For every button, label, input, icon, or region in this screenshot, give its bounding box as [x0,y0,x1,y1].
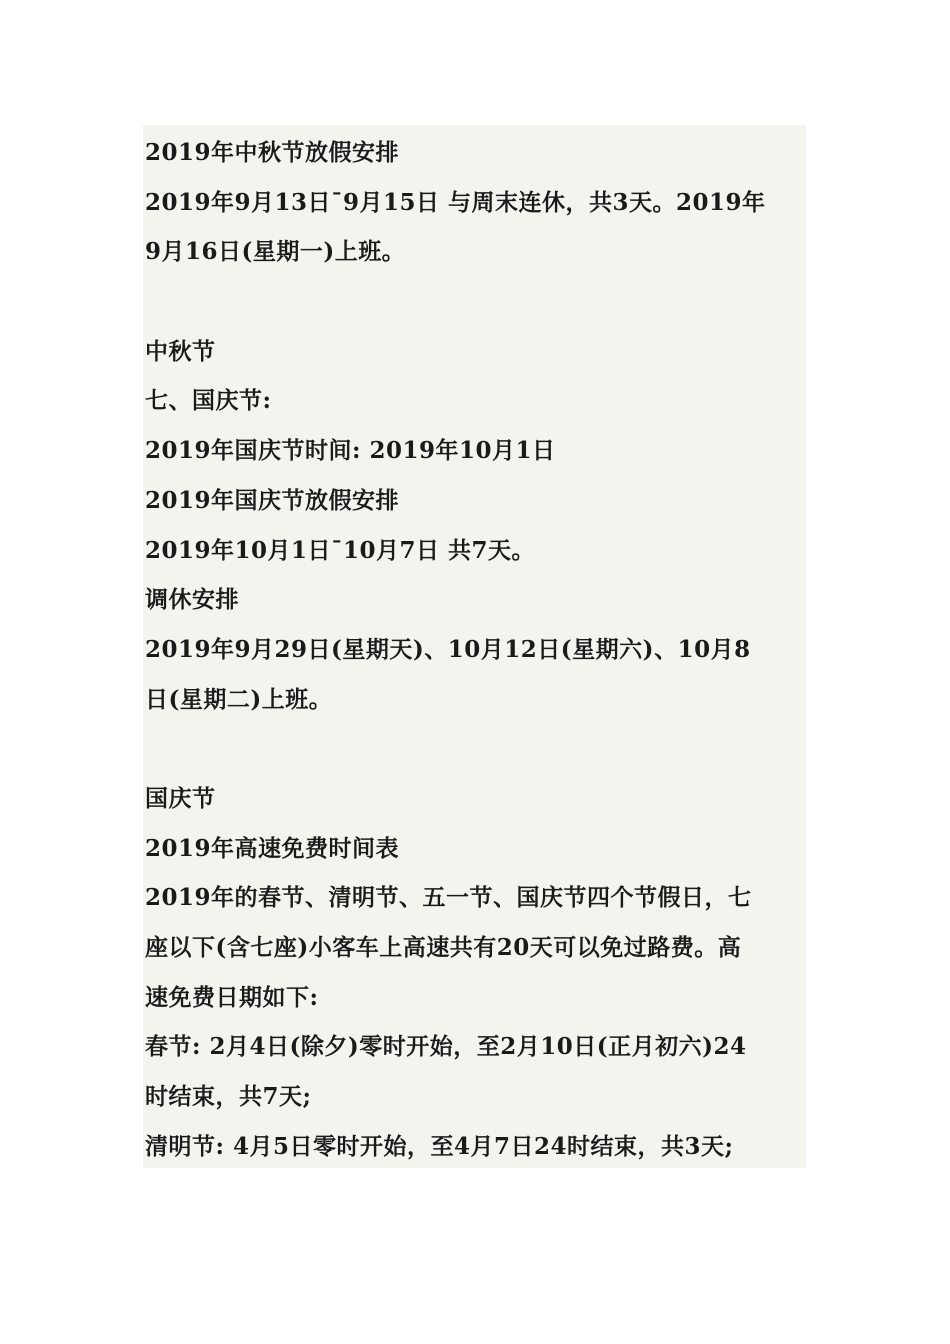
blank-line [145,277,815,327]
paragraph-line: 时结束，共7天; [145,1083,312,1111]
heading-adjusted-workdays: 调休安排 [145,586,239,614]
heading-mid-autumn-schedule: 2019年中秋节放假安排 [145,139,400,166]
label-mid-autumn: 中秋节 [145,337,216,365]
paragraph-line: 座以下(含七座)小客车上高速共有20天可以免过路费。高 [145,934,742,961]
paragraph-line: 2019年10月1日¯10月7日 共7天。 [145,536,536,564]
document-text [145,128,815,1171]
paragraph-line: 春节: 2月4日(除夕)零时开始，至2月10日(正月初六)24 [145,1033,747,1061]
blank-line [145,724,815,774]
heading-national-day-schedule: 2019年国庆节放假安排 [145,486,400,514]
heading-toll-free-schedule: 2019年高速免费时间表 [145,834,400,862]
paragraph-line: 速免费日期如下: [145,983,319,1011]
paragraph-line: 日(星期二)上班。 [145,685,333,713]
paragraph-line: 2019年的春节、清明节、五一节、国庆节四个节假日，七 [145,884,752,912]
section-heading-national-day: 七、国庆节: [145,387,272,415]
paragraph-line: 2019年9月29日(星期天)、10月12日(星期六)、10月8 [145,635,751,663]
paragraph-line: 2019年9月13日¯9月15日 与周末连休，共3天。2019年 [145,188,766,216]
paragraph-line: 2019年国庆节时间: 2019年10月1日 [145,437,556,465]
paragraph-line: 清明节: 4月5日零时开始，至4月7日24时结束，共3天; [145,1132,734,1160]
label-national-day: 国庆节 [145,784,216,812]
paragraph-line: 9月16日(星期一)上班。 [145,238,406,266]
